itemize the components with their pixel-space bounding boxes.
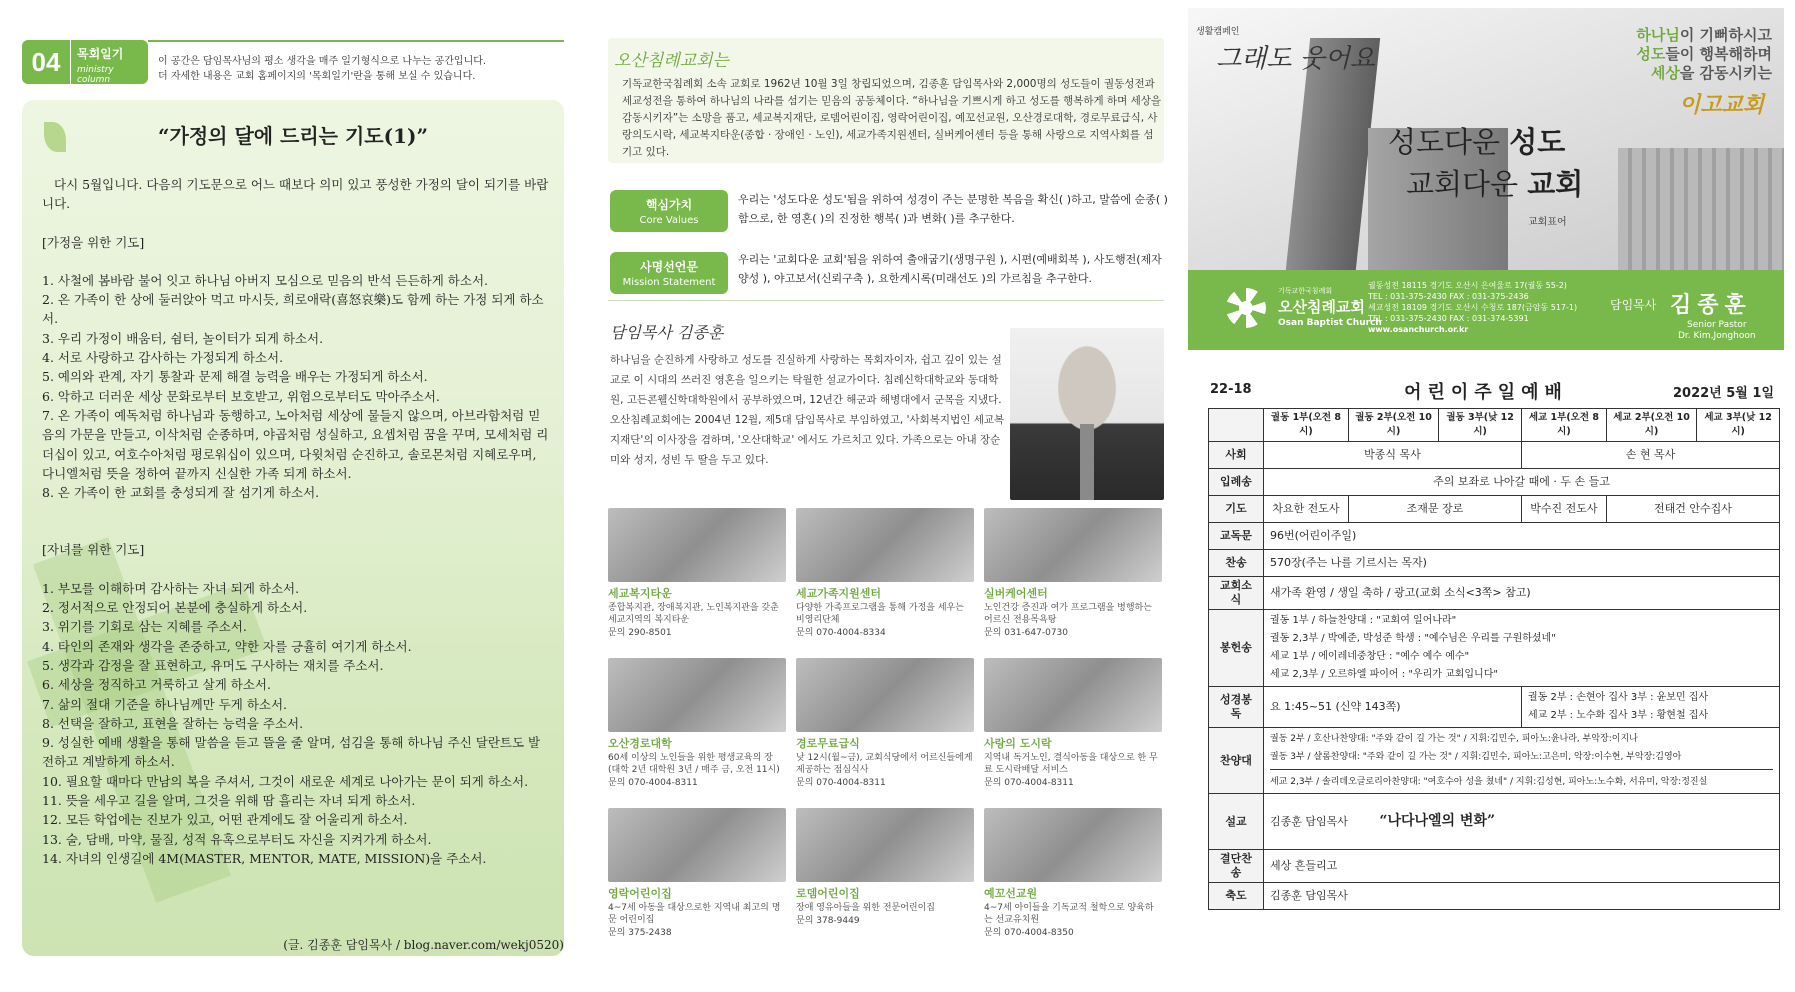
children-item: 9. 성실한 예배 생활을 통해 말씀을 듣고 뜰을 줄 알며, 섬김을 통해 하나님 주신 달란트도 발전하고 계발하게 하소서. — [42, 735, 541, 770]
ministry-desc: 4~7세 아동을 대상으로한 지역내 최고의 명문 어린이집 — [608, 903, 781, 925]
family-heading: [가정을 위한 기도] — [42, 234, 145, 250]
ministry-desc: 60세 이상의 노인들을 위한 평생교육의 장 (대학 2년 대학원 3년 / 매주 금, 오전 11시) — [608, 753, 780, 775]
children-item: 13. 술, 담배, 마약, 물질, 성적 유혹으로부터도 자신을 지켜가게 하소서. — [42, 831, 432, 847]
table-row — [1209, 550, 1780, 577]
ministry-tile — [796, 508, 974, 639]
ministry-column-page — [22, 38, 564, 956]
ministry-photo — [608, 658, 786, 732]
service-time: 궐동 3부(낮 12시) — [1439, 409, 1522, 442]
church-address — [1368, 280, 1588, 335]
row-label: 봉헌송 — [1209, 610, 1264, 687]
children-item: 12. 모든 학업에는 진보가 있고, 어떤 관계에도 잘 어울리게 하소서. — [42, 812, 408, 828]
family-item: 7. 온 가족이 예독처럼 하나님과 동행하고, 노아처럼 세상에 물들지 않으며, 아브라함처럼 믿음의 가문을 만들고, 이삭처럼 순종하며, 야곱처럼 성실하고, 요셉처럼 꿈을 꾸며, 모세처럼 리더십이 있고, 여호수아처럼 평로워십이 있으며, 다윗처럼 순진하고, 솔로몬처럼 지혜로우며, 다니엘처럼 뜻을 정하여 끝까지 신실한 가족 되게 하소서. — [42, 407, 549, 481]
row-label: 입례송 — [1209, 469, 1264, 496]
row-label: 기도 — [1209, 496, 1264, 523]
service-header-row — [1209, 409, 1780, 442]
ministry-tel: 문의 070-4004-8334 — [796, 628, 886, 638]
table-row — [1209, 687, 1780, 728]
row-value: 세상 흔들리고 — [1264, 850, 1780, 883]
mission-ko: 사명선언문 — [640, 260, 698, 274]
children-item: 1. 부모를 이해하며 감사하는 자녀 되게 하소서. — [42, 580, 300, 596]
slogan-logo: 이고교회 — [1678, 92, 1764, 118]
service-time: 궐동 1부(오전 8시) — [1264, 409, 1349, 442]
ministry-desc: 노인건강 증진과 여가 프로그램을 병행하는 어르신 전용목욕탕 — [984, 603, 1152, 625]
ministry-tel: 문의 070-4004-8350 — [984, 928, 1074, 938]
ministry-tel: 문의 070-4004-8311 — [608, 778, 698, 788]
slogan-text: 을 감동시키는 — [1679, 64, 1772, 82]
ministry-photo — [984, 508, 1162, 582]
slogan-text: 들이 행복해하며 — [1665, 45, 1772, 63]
church-intro-heading: 오산침례교회는 — [614, 51, 729, 71]
page-number: 04 — [22, 40, 70, 84]
address-line: TEL : 031-375-2430 FAX : 031-375-2436 — [1368, 292, 1529, 301]
choir-item: 궐동 3부 / 샬롬찬양대: "주와 같이 길 가는 것" / 지휘:김민수, 피아노:고은미, 악장:이수현, 부악장:김영아 — [1270, 752, 1682, 762]
reader-item: 세교 2부 : 노수화 집사 3부 : 황현철 집사 — [1527, 710, 1709, 721]
slogan-highlight: 세상 — [1650, 64, 1680, 82]
ministry-name: 영락어린이집 — [608, 887, 672, 900]
ministry-tel: 문의 070-4004-8311 — [796, 778, 886, 788]
row-value: 요 1:45~51 (신약 143쪽) — [1264, 687, 1522, 728]
ministry-photo — [608, 508, 786, 582]
row-value — [1264, 610, 1780, 687]
mission-en: Mission Statement — [622, 277, 716, 288]
ministry-name: 사랑의 도시락 — [984, 737, 1052, 750]
family-item: 8. 온 가족이 한 교회를 충성되게 잘 섬기게 하소서. — [42, 485, 320, 501]
row-value: 조재문 장로 — [1348, 496, 1521, 523]
row-value: 김종훈 담임목사 — [1264, 883, 1780, 910]
slogan-highlight: 성도 — [1636, 45, 1666, 63]
ministry-photo — [796, 658, 974, 732]
pastor-heading: 담임목사 김종훈 — [610, 323, 724, 342]
pastor-name-en — [1678, 320, 1756, 342]
table-row — [1209, 577, 1780, 610]
ministry-photo — [796, 808, 974, 882]
offertory-item: 궐동 1부 / 하늘찬양대 : "교회여 일어나라" — [1270, 615, 1457, 626]
motto-line-1 — [1388, 120, 1565, 161]
family-item: 5. 예의와 관계, 자기 통찰과 문제 해결 능력을 배우는 가정되게 하소서. — [42, 369, 428, 385]
ministry-name: 오산경로대학 — [608, 737, 672, 750]
table-row — [1209, 523, 1780, 550]
ministry-tile — [608, 508, 786, 639]
prayer-body — [42, 175, 552, 868]
motto-text: 교회다운 — [1406, 167, 1528, 201]
family-item: 1. 사철에 봄바람 불어 잇고 하나님 아버지 모심으로 믿음의 반석 든든하게 하소서. — [42, 272, 489, 288]
cover-banner — [1188, 8, 1784, 270]
divider — [608, 300, 1164, 301]
motto-label: 교회표어 — [1528, 217, 1567, 228]
desc-line-1: 이 공간은 담임목사님의 평소 생각을 매주 일기형식으로 나누는 공간입니다. — [158, 56, 487, 67]
core-values-text: 우리는 '성도다운 성도'됨을 위하여 성경이 주는 분명한 복음을 확신( )하고, 말씀에 순종( )함으로, 한 영혼( )의 진정한 행복( )과 변화( )를 추구한다. — [738, 193, 1168, 225]
family-item: 4. 서로 사랑하고 감사하는 가정되게 하소서. — [42, 350, 284, 366]
ministry-name: 예꼬선교원 — [984, 887, 1038, 900]
children-item: 3. 위기를 기회로 삼는 지혜를 주소서. — [42, 619, 247, 635]
mission-text: 우리는 '교회다운 교회'됨을 위하여 출애굽기(생명구원 ), 시편(예배회복 ), 사도행전(제자양성 ), 야고보서(신뢰구축 ), 요한계시록(미래선도 )의 가르침을 추구한다. — [738, 253, 1162, 285]
address-line: 궐동성전 18115 경기도 오산시 은여울로 17(궐동 55-2) — [1368, 281, 1567, 290]
children-item: 4. 타인의 존재와 생각을 존중하고, 약한 자를 긍휼히 여기게 하소서. — [42, 638, 412, 654]
children-item: 7. 삶의 절대 기준을 하나님께만 두게 하소서. — [42, 696, 288, 712]
ministry-name: 로뎀어린이집 — [796, 887, 860, 900]
ministry-tile — [984, 808, 1162, 939]
core-values-label — [610, 190, 728, 232]
row-value: 96번(어린이주일) — [1264, 523, 1780, 550]
offertory-item: 세교 2,3부 / 오르하엘 파이어 : "우리가 교회입니다" — [1270, 669, 1498, 680]
row-label: 교회소식 — [1209, 577, 1264, 610]
author-credit: (글. 김종훈 담임목사 / blog.naver.com/wekj0520) — [283, 938, 564, 952]
row-value: 570장(주는 나를 기르시는 목자) — [1264, 550, 1780, 577]
prayer-intro: 다시 5월입니다. 다음의 기도문으로 어느 때보다 의미 있고 풍성한 가정의 달이 되기를 바랍니다. — [42, 177, 549, 212]
sermon-title: “나다나엘의 변화” — [1379, 813, 1496, 829]
ministry-name: 세교복지타운 — [608, 587, 672, 600]
worship-order-table — [1208, 408, 1780, 910]
children-heading: [자녀를 위한 기도] — [42, 542, 145, 558]
prayer-box — [22, 100, 564, 956]
service-time: 세교 3부(낮 12시) — [1697, 409, 1780, 442]
church-building-image — [1618, 148, 1784, 270]
church-intro-page — [608, 38, 1168, 956]
service-time: 세교 1부(오전 8시) — [1521, 409, 1606, 442]
motto-text: 성도다운 — [1388, 125, 1510, 159]
ministry-desc: 장애 영유아들을 위한 전문어린이집 — [796, 903, 935, 913]
children-item: 8. 선택을 잘하고, 표현을 잘하는 능력을 주소서. — [42, 715, 304, 731]
reader-item: 궐동 2부 : 손현아 집사 3부 : 윤보민 집사 — [1527, 692, 1709, 703]
service-time: 세교 2부(오전 10시) — [1606, 409, 1696, 442]
corner-cell — [1209, 409, 1264, 442]
motto-bold: 교회 — [1527, 167, 1584, 201]
row-label: 설교 — [1209, 794, 1264, 850]
website-link: www.osanchurch.or.kr — [1368, 325, 1469, 334]
children-item: 2. 정서적으로 안정되어 본분에 충실하게 하소서. — [42, 600, 308, 616]
row-value — [1264, 794, 1780, 850]
motto-bold: 성도 — [1509, 125, 1566, 159]
ministry-tile — [608, 808, 786, 939]
table-row — [1209, 469, 1780, 496]
ministry-tile — [984, 508, 1162, 639]
ministry-tile — [796, 808, 974, 927]
row-value: 주의 보좌로 나아갈 때에 · 두 손 들고 — [1264, 469, 1780, 496]
address-line: TEL : 031-375-2430 FAX : 031-374-5391 — [1368, 314, 1529, 323]
church-info-bar — [1188, 270, 1784, 350]
table-row — [1209, 850, 1780, 883]
pastor-photo — [1010, 328, 1164, 500]
slogan-highlight: 하나님 — [1636, 26, 1680, 44]
offertory-item: 세교 1부 / 에이레네중창단 : "예수 예수 예수" — [1270, 651, 1470, 662]
row-value — [1264, 728, 1780, 794]
section-tag-ko: 목회일기 — [77, 47, 124, 61]
ministry-tile — [796, 658, 974, 789]
worship-date: 2022년 5월 1일 — [1673, 386, 1774, 401]
header-rule — [148, 40, 564, 42]
campaign-title: 그래도 웃어요 — [1216, 44, 1375, 74]
bulletin-number: 22-18 — [1210, 382, 1252, 397]
children-item: 6. 세상을 정직하고 거룩하고 살게 하소서. — [42, 677, 271, 693]
ministry-name: 세교가족지원센터 — [796, 587, 882, 600]
table-row — [1209, 610, 1780, 687]
address-line: 세교성전 18109 경기도 오산시 수청로 187(금암동 517-1) — [1368, 303, 1578, 312]
children-item: 11. 뜻을 세우고 길을 알며, 그것을 위해 땀 흘리는 자녀 되게 하소서. — [42, 793, 416, 809]
ministry-desc: 낮 12시(월~금), 교회식당에서 어르신들에게 제공하는 점심식사 — [796, 753, 973, 775]
children-item: 10. 필요할 때마다 만남의 복을 주셔서, 그것이 새로운 세계로 나아가는 문이 되게 하소서. — [42, 773, 529, 789]
ministry-photo — [984, 658, 1162, 732]
church-name: 오산침례교회 — [1278, 298, 1365, 316]
row-value: 전태건 안수집사 — [1606, 496, 1779, 523]
ministry-name: 경로무료급식 — [796, 737, 860, 750]
pastor-name-en-line: Dr. Kim,Jonghoon — [1678, 331, 1756, 341]
prayer-title: “가정의 달에 드리는 기도(1)” — [158, 124, 428, 148]
ministry-tel: 문의 378-9449 — [796, 916, 860, 926]
table-row — [1209, 794, 1780, 850]
children-item: 5. 생각과 감정을 잘 표현하고, 유머도 구사하는 재치를 주소서. — [42, 657, 384, 673]
row-label: 찬송 — [1209, 550, 1264, 577]
row-value: 새가족 환영 / 생일 축하 / 광고(교회 소식<3쪽> 참고) — [1264, 577, 1780, 610]
preacher: 김종훈 담임목사 — [1270, 815, 1348, 828]
row-label: 교독문 — [1209, 523, 1264, 550]
ministry-tel: 문의 070-4004-8311 — [984, 778, 1074, 788]
church-intro-text: 기독교한국침례회 소속 교회로 1962년 10월 3일 창립되었으며, 김종훈 담임목사와 2,000명의 성도들이 궐동성전과 세교성전을 통하여 하나님의 나라를 섬기는 믿음의 공동체이다. “하나님을 기쁘시게 하고 성도를 행복하게 하며 세상을 감동시키자”는 소망을 품고, 세교복지재단, 로뎀어린이집, 영락어린이집, 예꼬선교원, 오산경로대학, 경로무료급식, 사랑의도시락, 세교복지타운(종합 · 장애인 · 노인), 세교가족지원센터, 실버케어센터 등을 통해 사랑으로 지역사회를 섬기고 있다. — [622, 78, 1162, 158]
service-time: 궐동 2부(오전 10시) — [1348, 409, 1438, 442]
ministry-photo — [984, 808, 1162, 882]
row-label: 찬양대 — [1209, 728, 1264, 794]
table-row — [1209, 496, 1780, 523]
ministry-desc: 다양한 가족프로그램을 통해 가정을 세우는 비영리단체 — [796, 603, 964, 625]
offertory-item: 궐동 2,3부 / 박예준, 박성준 학생 : "예수님은 우리를 구원하셨네" — [1270, 633, 1556, 644]
row-label: 축도 — [1209, 883, 1264, 910]
family-item: 2. 온 가족이 한 상에 둘러앉아 먹고 마시듯, 희로애락(喜怒哀樂)도 함께 하는 가정 되게 하소서. — [42, 292, 544, 327]
church-slogan — [1636, 26, 1772, 83]
church-logo-icon — [1226, 288, 1266, 328]
pastor-title-en: Senior Pastor — [1687, 320, 1747, 330]
pastor-label: 담임목사 — [1610, 298, 1657, 312]
table-row — [1209, 728, 1780, 794]
ministry-photo — [608, 808, 786, 882]
church-intro-box — [608, 38, 1164, 163]
row-label: 결단찬송 — [1209, 850, 1264, 883]
table-row — [1209, 883, 1780, 910]
row-value: 박종식 목사 — [1264, 442, 1522, 469]
pastor-bio: 하나님을 순진하게 사랑하고 성도를 진실하게 사랑하는 목회자이자, 쉽고 깊이 있는 설교로 이 시대의 쓰러진 영혼을 일으키는 탁월한 설교가이다. 침례신학대학교와 동대학원, 고든콘웰신학대학원에서 공부하였으며, 12년간 해군과 해병대에서 군목을 지냈다. 오산침례교회에는 2004년 12월, 제5대 담임목사로 부임하였고, '사회복지법인 세교복지재단'의 이사장을 겸하며, '오산대학교' 에서도 가르치고 있다. 가족으로는 아내 장순미와 성지, 성빈 두 딸을 두고 있다. — [610, 354, 1005, 466]
ministry-photo — [796, 508, 974, 582]
worship-title: 어린이주일예배 — [1404, 382, 1568, 403]
children-item: 14. 자녀의 인생길에 4M(MASTER, MENTOR, MATE, MISSION)을 주소서. — [42, 850, 487, 866]
core-values-en: Core Values — [639, 215, 699, 226]
row-value: 박수진 전도사 — [1521, 496, 1606, 523]
denomination: 기독교한국침례회 — [1278, 287, 1333, 295]
row-value: 차요한 전도사 — [1264, 496, 1349, 523]
family-item: 3. 우리 가정이 배움터, 쉼터, 놀이터가 되게 하소서. — [42, 330, 324, 346]
ministry-tel: 문의 375-2438 — [608, 928, 672, 938]
ministry-tile — [984, 658, 1162, 789]
ministry-tel: 문의 290-8501 — [608, 628, 672, 638]
row-value — [1521, 687, 1779, 728]
desc-line-2: 더 자세한 내용은 교회 홈페이지의 '목회일기'란을 통해 보실 수 있습니다. — [158, 71, 476, 82]
ministry-name: 실버케어센터 — [984, 587, 1048, 600]
section-tag — [70, 40, 148, 84]
campaign-label: 생활캠페인 — [1196, 27, 1240, 37]
ministry-desc: 지역내 독거노인, 결식아동을 대상으로 한 무료 도시락배달 서비스 — [984, 753, 1158, 775]
worship-order-page — [1188, 8, 1784, 988]
row-label: 성경봉독 — [1209, 687, 1264, 728]
table-row — [1209, 442, 1780, 469]
choir-item: 궐동 2부 / 호산나찬양대: "주와 같이 길 가는 것" / 지휘:김민수, 피아노:윤나라, 부악장:이지나 — [1270, 734, 1638, 744]
choir-item: 세교 2,3부 / 솔리데오글로리아찬양대: "여호수아 성을 쳤네" / 지휘:김성현, 피아노:노수화, 서유미, 악장:정진실 — [1270, 769, 1773, 791]
church-name-en: Osan Baptist Church — [1278, 318, 1382, 328]
pastor-name: 김종훈 — [1670, 293, 1752, 318]
ministry-desc: 종합복지관, 장애복지관, 노인복지관을 갖춘 세교지역의 복지타운 — [608, 603, 779, 625]
slogan-text: 이 기뻐하시고 — [1679, 26, 1772, 44]
ministry-tile — [608, 658, 786, 789]
row-label: 사회 — [1209, 442, 1264, 469]
row-value: 손 현 목사 — [1521, 442, 1779, 469]
core-values-ko: 핵심가치 — [645, 198, 693, 212]
ministry-tel: 문의 031-647-0730 — [984, 628, 1069, 638]
family-item: 6. 악하고 더러운 세상 문화로부터 보호받고, 위험으로부터도 막아주소서. — [42, 388, 440, 404]
section-tag-en: ministry column — [77, 65, 114, 85]
ministry-desc: 4~7세 아이들을 기독교적 철학으로 양육하는 선교유치원 — [984, 903, 1154, 925]
motto-line-2 — [1406, 162, 1583, 203]
section-description — [158, 54, 486, 84]
mission-label — [610, 252, 728, 294]
